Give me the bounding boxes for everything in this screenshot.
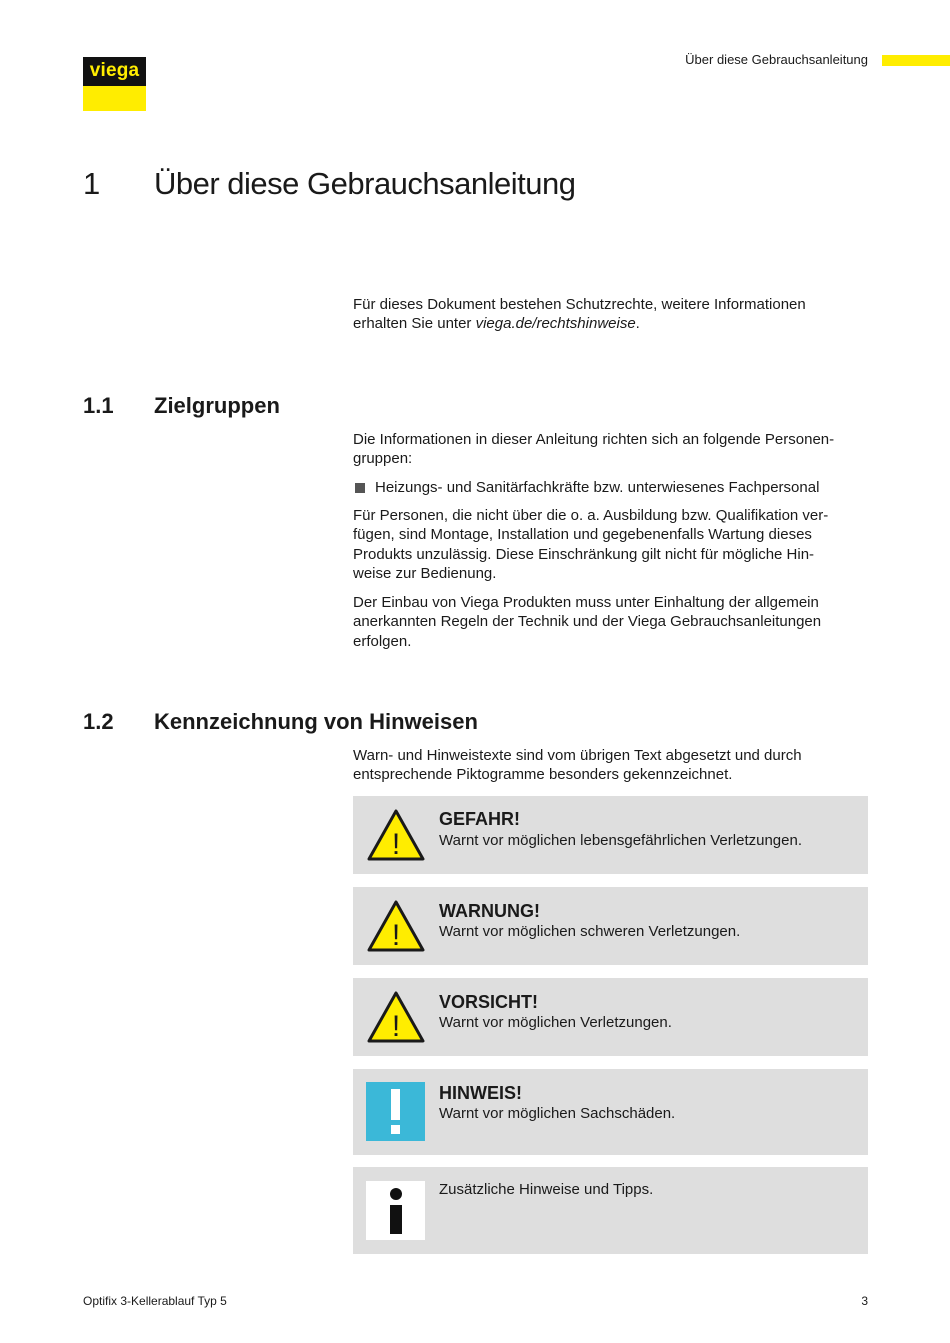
list-item-text: Heizungs- und Sanitärfachkräfte bzw. unterwiesenes Fachpersonal xyxy=(375,479,820,496)
legal-link[interactable]: viega.de/rechtshinweise xyxy=(475,315,636,333)
text-line: Der Einbau von Viega Produkten muss unter Einhaltung der allgemein xyxy=(353,594,819,611)
section-title: Kennzeichnung von Hinweisen xyxy=(154,709,478,734)
svg-text:!: ! xyxy=(391,919,401,952)
section-title: Zielgruppen xyxy=(154,393,280,418)
qualification-paragraph xyxy=(353,506,873,583)
text-line: erfolgen. xyxy=(353,632,412,650)
notice-title: GEFAHR! xyxy=(439,809,520,829)
viega-logo xyxy=(83,57,146,111)
warning-triangle-icon xyxy=(366,990,426,1044)
text-line: gruppen: xyxy=(353,450,413,468)
notice-caution xyxy=(353,978,868,1056)
intro-paragraph xyxy=(353,295,873,334)
notice-text: Warnt vor möglichen Sachschäden. xyxy=(439,1105,676,1122)
bullet-square-icon xyxy=(355,483,365,493)
intro-suffix: . xyxy=(635,315,640,333)
text-line: anerkannten Regeln der Technik und der Viega Gebrauchsanleitungen xyxy=(353,613,822,631)
notice-hint xyxy=(353,1069,868,1155)
notice-warning xyxy=(353,887,868,965)
chapter-number: 1 xyxy=(83,166,100,201)
warning-triangle-icon xyxy=(366,899,426,953)
logo-yellow-block xyxy=(83,86,146,111)
notice-danger xyxy=(353,796,868,874)
chapter-title: Über diese Gebrauchsanleitung xyxy=(154,166,576,201)
svg-text:!: ! xyxy=(391,1010,401,1043)
notice-text: Warnt vor möglichen Verletzungen. xyxy=(439,1014,672,1031)
page-number: 3 xyxy=(861,1294,868,1308)
info-icon xyxy=(366,1181,425,1240)
text-line: fügen, sind Montage, Installation und gegebenenfalls Wartung dieses xyxy=(353,526,812,544)
notice-intro-paragraph xyxy=(353,746,873,785)
notice-title: WARNUNG! xyxy=(439,901,540,921)
text-line: weise zur Bedienung. xyxy=(353,564,497,582)
text-line: entsprechende Piktogramme besonders gekennzeichnet. xyxy=(353,766,733,784)
intro-line-2 xyxy=(353,314,873,333)
installation-paragraph xyxy=(353,593,873,651)
section-number: 1.2 xyxy=(83,709,114,734)
notice-title: VORSICHT! xyxy=(439,992,538,1012)
target-group-intro xyxy=(353,430,873,469)
text-line: Warn- und Hinweistexte sind vom übrigen Text abgesetzt und durch xyxy=(353,747,802,764)
logo-text: viega xyxy=(83,57,146,86)
footer-product-name: Optifix 3-Kellerablauf Typ 5 xyxy=(83,1294,227,1308)
notice-text: Zusätzliche Hinweise und Tipps. xyxy=(439,1181,654,1198)
text-line: Produkts unzulässig. Diese Einschränkung gilt nicht für mögliche Hin- xyxy=(353,545,815,563)
running-title: Über diese Gebrauchsanleitung xyxy=(685,52,868,67)
notice-text: Warnt vor möglichen lebensgefährlichen Verletzungen. xyxy=(439,832,802,849)
text-line: Die Informationen in dieser Anleitung richten sich an folgende Personen- xyxy=(353,431,835,448)
exclamation-square-icon xyxy=(366,1082,425,1141)
section-number: 1.1 xyxy=(83,393,114,418)
intro-prefix: erhalten Sie unter xyxy=(353,315,476,333)
notice-info xyxy=(353,1167,868,1254)
warning-triangle-icon xyxy=(366,808,426,862)
header-accent-bar xyxy=(882,55,950,66)
intro-line-1: Für dieses Dokument bestehen Schutzrechte, weitere Informationen xyxy=(353,296,806,313)
notice-text: Warnt vor möglichen schweren Verletzungen. xyxy=(439,923,741,940)
svg-text:!: ! xyxy=(391,828,401,861)
notice-title: HINWEIS! xyxy=(439,1083,522,1103)
text-line: Für Personen, die nicht über die o. a. Ausbildung bzw. Qualifikation ver- xyxy=(353,507,829,524)
